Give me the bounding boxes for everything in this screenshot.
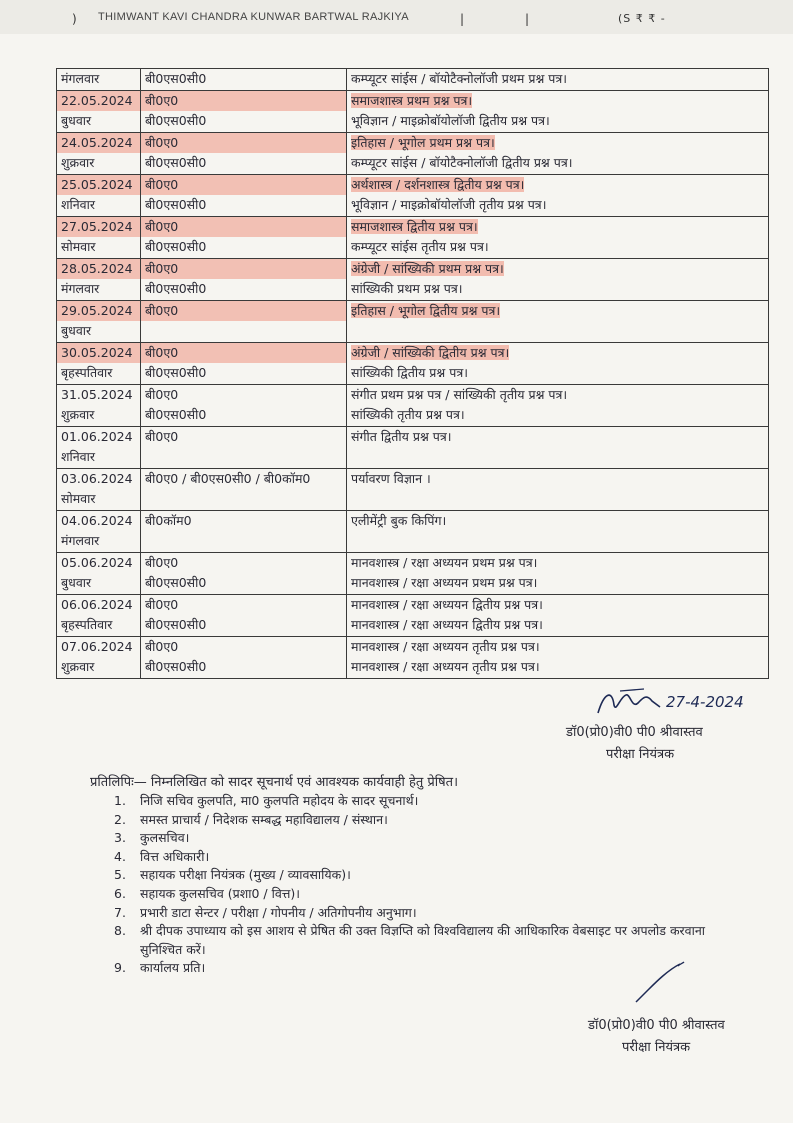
handwritten-initial (628, 960, 688, 1005)
day-label: बृहस्पतिवार (61, 365, 113, 380)
date-cell (57, 636, 141, 678)
header-tail: (S ₹ ₹ - (618, 12, 666, 25)
paper-label (351, 175, 764, 196)
list-text: कुलसचिव। (140, 830, 190, 846)
paper-cell (347, 258, 769, 300)
highlighted-paper: अर्थशास्त्र / दर्शनशास्त्र द्वितीय प्रश्न पत्र। (351, 176, 525, 192)
paper-label: सांख्यिकी प्रथम प्रश्न पत्र। (351, 281, 463, 296)
handwritten-signature (590, 683, 770, 723)
table-row (57, 216, 769, 258)
date-cell (57, 384, 141, 426)
list-text: समस्त प्राचार्य / निदेशक सम्बद्ध महाविद्यालय / संस्थान। (140, 811, 388, 827)
date-cell (57, 132, 141, 174)
highlighted-paper: समाजशास्त्र द्वितीय प्रश्न पत्र। (351, 218, 478, 234)
course-cell (141, 552, 347, 594)
day-label: बुधवार (61, 575, 92, 590)
paper-cell (347, 342, 769, 384)
course-cell (141, 636, 347, 678)
day-label: मंगलवार (61, 71, 100, 86)
date-cell (57, 468, 141, 510)
list-number: 6. (114, 885, 126, 901)
course-label (145, 489, 342, 510)
header-mark: | (525, 12, 530, 26)
copy-intro: प्रतिलिपिः— निम्नलिखित को सादर सूचनार्थ एवं आवश्यक कार्यवाही हेतु प्रेषित। (90, 775, 459, 790)
table-row (57, 636, 769, 678)
signatory-title-2: परीक्षा नियंत्रक (622, 1040, 691, 1055)
paper-label: भूविज्ञान / माइक्रोबॉयोलॉजी तृतीय प्रश्न पत्र। (351, 197, 547, 212)
date-cell (57, 342, 141, 384)
schedule-body (57, 69, 769, 679)
date-label: 25.05.2024 (61, 176, 133, 192)
course-cell (141, 300, 347, 342)
course-label: बी0एस0सी0 (145, 281, 207, 296)
date-cell (57, 426, 141, 468)
signatory-title: परीक्षा नियंत्रक (606, 747, 675, 762)
course-label: बी0ए0 / बी0एस0सी0 / बी0कॉम0 (145, 470, 311, 486)
date-label: 01.06.2024 (61, 428, 133, 444)
paper-label (351, 91, 764, 112)
paper-label (351, 447, 764, 468)
paper-cell (347, 90, 769, 132)
date-label: 28.05.2024 (61, 260, 133, 276)
list-item (88, 904, 748, 923)
date-label: 27.05.2024 (61, 218, 133, 234)
date-cell (57, 174, 141, 216)
course-label: बी0एस0सी0 (145, 659, 207, 674)
list-item (88, 922, 748, 959)
course-label (145, 321, 342, 342)
course-label: बी0ए0 (145, 176, 179, 192)
paper-cell (347, 384, 769, 426)
day-label: शनिवार (61, 197, 95, 212)
course-label: बी0ए0 (145, 638, 179, 654)
list-text: वित्त अधिकारी। (140, 848, 210, 864)
date-label: 30.05.2024 (61, 344, 133, 360)
list-number: 8. (114, 923, 126, 939)
course-cell (141, 342, 347, 384)
signature-date: 27-4-2024 (666, 693, 744, 711)
paper-label (351, 259, 764, 280)
day-label: सोमवार (61, 239, 96, 254)
paper-label: सांख्यिकी तृतीय प्रश्न पत्र। (351, 407, 465, 422)
highlighted-paper: अंग्रेजी / सांख्यिकी प्रथम प्रश्न पत्र। (351, 260, 504, 276)
list-text: श्री दीपक उपाध्याय को इस आशय से प्रेषित की उक्त विज्ञप्ति को विश्वविद्यालय की आधिकारिक वेबसाइट पर अपलोड करवाना सुनिश्चित करें। (140, 923, 706, 957)
table-row (57, 594, 769, 636)
date-cell (57, 510, 141, 552)
course-label: बी0ए0 (145, 134, 179, 150)
date-cell (57, 300, 141, 342)
date-label: 29.05.2024 (61, 302, 133, 318)
paper-cell (347, 132, 769, 174)
paper-label: मानवशास्त्र / रक्षा अध्ययन द्वितीय प्रश्न पत्र। (351, 596, 543, 612)
day-label: मंगलवार (61, 533, 100, 548)
day-label: मंगलवार (61, 281, 100, 296)
course-cell (141, 468, 347, 510)
paper-label (351, 489, 764, 510)
paper-label (351, 217, 764, 238)
paper-label: पर्यावरण विज्ञान । (351, 470, 431, 486)
paper-label: मानवशास्त्र / रक्षा अध्ययन तृतीय प्रश्न पत्र। (351, 638, 540, 654)
college-name: THIMWANT KAVI CHANDRA KUNWAR BARTWAL RAJKIYA (98, 11, 409, 23)
course-label: बी0कॉम0 (145, 512, 192, 528)
list-number: 1. (114, 793, 126, 808)
day-label: शुक्रवार (61, 659, 95, 674)
list-text: कार्यालय प्रति। (140, 960, 206, 976)
list-item (88, 848, 748, 867)
day-label: शनिवार (61, 449, 95, 464)
course-cell (141, 69, 347, 91)
course-label: बी0ए0 (145, 386, 179, 402)
table-row (57, 468, 769, 510)
course-cell (141, 594, 347, 636)
course-label: बी0एस0सी0 (145, 197, 207, 212)
course-label: बी0एस0सी0 (145, 113, 207, 128)
header-mark: | (460, 12, 465, 26)
day-label: बृहस्पतिवार (61, 617, 113, 632)
list-text: सहायक परीक्षा नियंत्रक (मुख्य / व्यावसायिक)। (140, 867, 351, 883)
course-label: बी0एस0सी0 (145, 239, 207, 254)
course-label: बी0ए0 (145, 260, 179, 276)
day-label: बुधवार (61, 323, 92, 338)
list-number: 5. (114, 867, 126, 883)
course-label: बी0एस0सी0 (145, 575, 207, 590)
table-row (57, 426, 769, 468)
list-number: 7. (114, 904, 126, 920)
paper-label: मानवशास्त्र / रक्षा अध्ययन द्वितीय प्रश्न पत्र। (351, 617, 543, 632)
list-number: 3. (114, 830, 126, 846)
date-label: 07.06.2024 (61, 638, 133, 654)
course-cell (141, 384, 347, 426)
highlighted-paper: अंग्रेजी / सांख्यिकी द्वितीय प्रश्न पत्र। (351, 344, 510, 360)
course-label: बी0एस0सी0 (145, 365, 207, 380)
paper-label (351, 301, 764, 322)
course-label: बी0ए0 (145, 302, 179, 318)
list-item (88, 885, 748, 904)
course-cell (141, 90, 347, 132)
paper-label: सांख्यिकी द्वितीय प्रश्न पत्र। (351, 365, 468, 380)
list-item (88, 866, 748, 885)
course-label: बी0ए0 (145, 554, 179, 570)
course-cell (141, 426, 347, 468)
paper-label: मानवशास्त्र / रक्षा अध्ययन तृतीय प्रश्न पत्र। (351, 659, 540, 674)
paper-cell (347, 300, 769, 342)
paper-label: कम्प्यूटर सांईस / बॉयोटैक्नोलॉजी प्रथम प्रश्न पत्र। (351, 71, 568, 86)
paper-label: एलीमेंट्री बुक किपिंग। (351, 512, 447, 528)
paper-cell (347, 552, 769, 594)
paper-label: कम्प्यूटर सांईस तृतीय प्रश्न पत्र। (351, 239, 489, 254)
course-cell (141, 132, 347, 174)
table-row (57, 510, 769, 552)
course-label (145, 447, 342, 468)
paper-label (351, 531, 764, 552)
table-row (57, 174, 769, 216)
list-text: प्रभारी डाटा सेन्टर / परीक्षा / गोपनीय / अतिगोपनीय अनुभाग। (140, 904, 417, 920)
list-text: सहायक कुलसचिव (प्रशा0 / वित्त)। (140, 885, 301, 901)
paper-label: भूविज्ञान / माइक्रोबॉयोलॉजी द्वितीय प्रश्न पत्र। (351, 113, 550, 128)
table-row (57, 258, 769, 300)
paper-label: संगीत द्वितीय प्रश्न पत्र। (351, 428, 452, 444)
header-mark: ) (72, 12, 77, 26)
paper-cell (347, 216, 769, 258)
list-number: 4. (114, 848, 126, 864)
course-label: बी0एस0सी0 (145, 617, 207, 632)
paper-label: मानवशास्त्र / रक्षा अध्ययन प्रथम प्रश्न पत्र। (351, 554, 538, 570)
course-label: बी0ए0 (145, 218, 179, 234)
course-label: बी0ए0 (145, 344, 179, 360)
paper-label (351, 343, 764, 364)
course-label: बी0ए0 (145, 92, 179, 108)
date-cell (57, 90, 141, 132)
day-label: सोमवार (61, 491, 96, 506)
course-cell (141, 258, 347, 300)
paper-label: मानवशास्त्र / रक्षा अध्ययन प्रथम प्रश्न पत्र। (351, 575, 538, 590)
list-number: 9. (114, 960, 126, 976)
header-strip (0, 0, 793, 34)
paper-cell (347, 426, 769, 468)
date-label: 04.06.2024 (61, 512, 133, 528)
signatory-name: डॉ0(प्रो0)वी0 पी0 श्रीवास्तव (566, 725, 703, 740)
paper-cell (347, 174, 769, 216)
course-cell (141, 510, 347, 552)
course-label (145, 531, 342, 552)
date-label: 22.05.2024 (61, 92, 133, 108)
paper-label: कम्प्यूटर सांईस / बॉयोटैक्नोलॉजी द्वितीय प्रश्न पत्र। (351, 155, 573, 170)
highlighted-paper: समाजशास्त्र प्रथम प्रश्न पत्र। (351, 92, 473, 108)
date-label: 24.05.2024 (61, 134, 133, 150)
course-label: बी0एस0सी0 (145, 71, 207, 86)
paper-cell (347, 468, 769, 510)
date-cell (57, 258, 141, 300)
course-cell (141, 174, 347, 216)
date-cell (57, 69, 141, 91)
date-label: 03.06.2024 (61, 470, 133, 486)
course-label: बी0एस0सी0 (145, 407, 207, 422)
course-cell (141, 216, 347, 258)
table-row (57, 69, 769, 91)
paper-label (351, 321, 764, 342)
date-cell (57, 552, 141, 594)
day-label: शुक्रवार (61, 407, 95, 422)
course-label: बी0एस0सी0 (145, 155, 207, 170)
highlighted-paper: इतिहास / भूगोल द्वितीय प्रश्न पत्र। (351, 302, 501, 318)
table-row (57, 90, 769, 132)
list-item (88, 829, 748, 848)
table-row (57, 300, 769, 342)
course-label: बी0ए0 (145, 428, 179, 444)
table-row (57, 342, 769, 384)
list-item (88, 811, 748, 830)
signatory-name-2: डॉ0(प्रो0)वी0 पी0 श्रीवास्तव (588, 1018, 725, 1033)
date-cell (57, 594, 141, 636)
table-row (57, 552, 769, 594)
date-cell (57, 216, 141, 258)
list-number: 2. (114, 811, 126, 827)
paper-cell (347, 636, 769, 678)
date-label: 31.05.2024 (61, 386, 133, 402)
paper-cell (347, 510, 769, 552)
paper-cell (347, 69, 769, 91)
table-row (57, 384, 769, 426)
recipient-list (88, 792, 748, 978)
day-label: बुधवार (61, 113, 92, 128)
date-label: 06.06.2024 (61, 596, 133, 612)
paper-label (351, 133, 764, 154)
exam-schedule-table (56, 68, 769, 679)
paper-cell (347, 594, 769, 636)
date-label: 05.06.2024 (61, 554, 133, 570)
course-label: बी0ए0 (145, 596, 179, 612)
day-label: शुक्रवार (61, 155, 95, 170)
list-item (88, 792, 748, 811)
paper-label: संगीत प्रथम प्रश्न पत्र / सांख्यिकी तृतीय प्रश्न पत्र। (351, 386, 568, 402)
list-text: निजि सचिव कुलपति, मा0 कुलपति महोदय के सादर सूचनार्थ। (140, 793, 419, 808)
table-row (57, 132, 769, 174)
highlighted-paper: इतिहास / भूगोल प्रथम प्रश्न पत्र। (351, 134, 495, 150)
